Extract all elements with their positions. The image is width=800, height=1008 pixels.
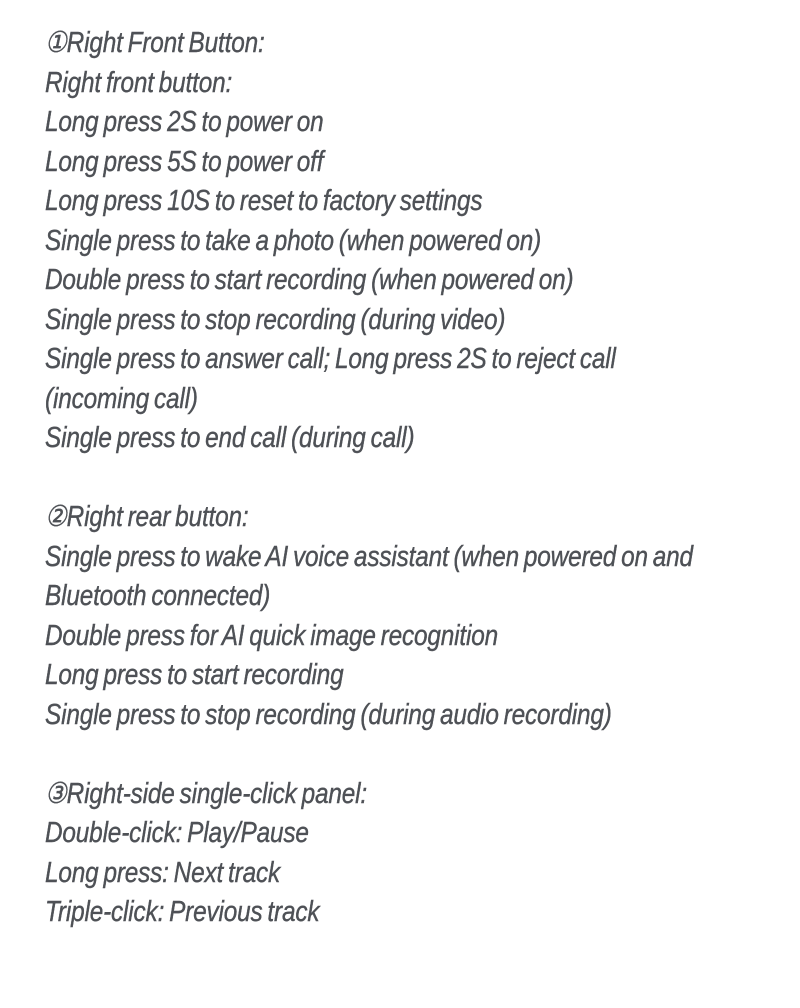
instruction-line: Long press: Next track [45, 856, 280, 889]
instruction-line: Triple-click: Previous track [45, 896, 320, 928]
section-heading: ①Right Front Button: [45, 27, 265, 59]
instruction-section-3 [45, 775, 793, 933]
instruction-section-2 [45, 498, 793, 735]
instruction-line: Double press for AI quick image recognition [45, 619, 498, 652]
section-heading: ③Right-side single-click panel: [45, 777, 367, 810]
instruction-line: Bluetooth connected) [45, 580, 271, 612]
instruction-line: Right front button: [45, 66, 233, 99]
instruction-line: Double press to start recording (when powered on) [45, 264, 574, 296]
instruction-line: Single press to take a photo (when powered on) [45, 224, 542, 257]
instruction-line: Double-click: Play/Pause [45, 817, 309, 849]
instructions-text-block [45, 24, 793, 933]
instruction-line: Long press to start recording [45, 659, 344, 691]
instruction-line: Single press to stop recording (during audio recording) [45, 698, 612, 731]
instruction-line: Long press 5S to power off [45, 145, 324, 178]
instruction-line: Long press 10S to reset to factory settings [45, 185, 483, 217]
instruction-section-1 [45, 24, 793, 459]
instruction-line: (incoming call) [45, 382, 198, 415]
instruction-line: Single press to wake AI voice assistant (when powered on and [45, 540, 693, 573]
section-heading: ②Right rear button: [45, 501, 249, 533]
instruction-line: Single press to end call (during call) [45, 422, 415, 454]
instruction-line: Single press to answer call; Long press 2S to reject call [45, 343, 616, 375]
instruction-line: Long press 2S to power on [45, 106, 324, 138]
instruction-line: Single press to stop recording (during video) [45, 303, 506, 336]
